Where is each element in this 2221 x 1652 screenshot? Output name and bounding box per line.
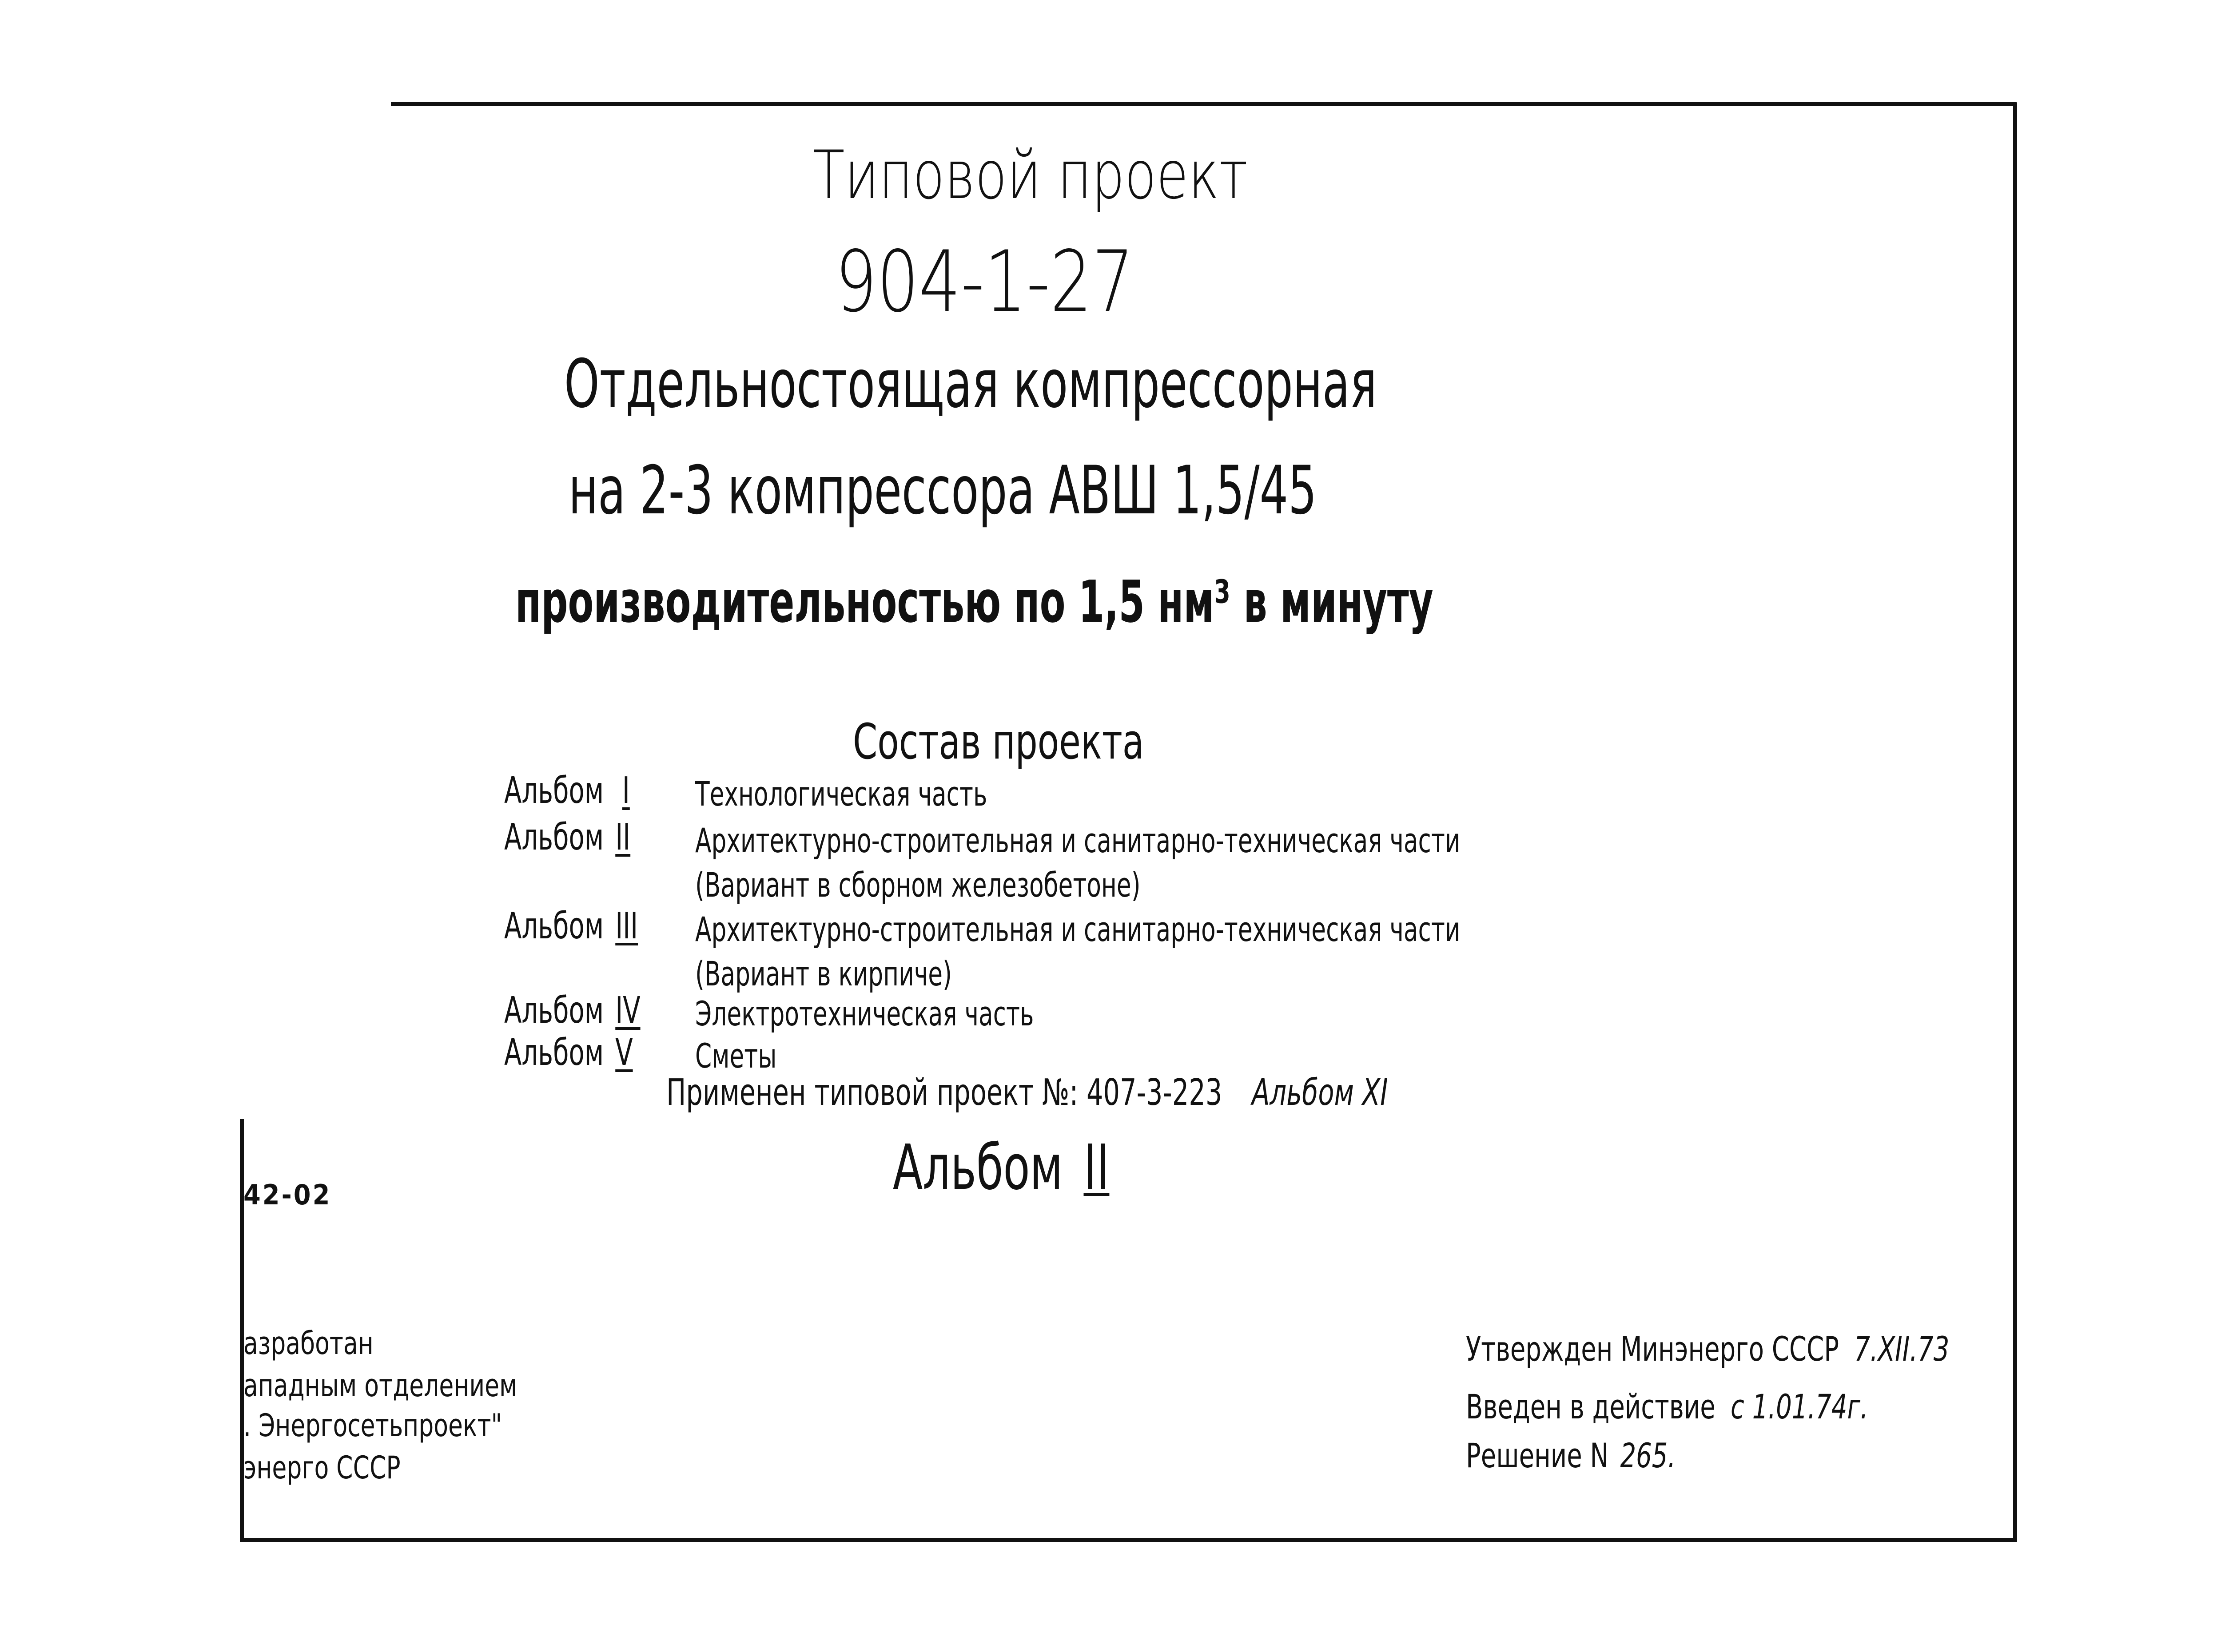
- enactment-date: с 1.01.74г.: [1730, 1387, 1868, 1426]
- frame-bottom-border: [240, 1538, 2017, 1542]
- current-album-label: Альбом: [893, 1132, 1063, 1204]
- developer-line-3: . Энергосетьпроект": [243, 1407, 502, 1444]
- current-album-roman: II: [1083, 1132, 1110, 1204]
- album-5-word: Альбом: [504, 1032, 604, 1074]
- approval-line-1: [1466, 1329, 1950, 1369]
- frame-top-border: [391, 102, 2017, 106]
- album-2-word: Альбом: [504, 816, 604, 858]
- album-5-desc: Сметы: [695, 1036, 777, 1076]
- album-1-desc: Технологическая часть: [695, 774, 987, 814]
- album-2-label: [504, 816, 631, 858]
- album-3-roman: III: [615, 905, 638, 947]
- side-code: 42-02: [243, 1179, 332, 1211]
- album-1-word: Альбом: [504, 770, 604, 812]
- project-number: 904-1-27: [835, 233, 1134, 331]
- album-4-label: [504, 989, 641, 1032]
- current-album: [893, 1132, 1110, 1204]
- album-4-desc: Электротехническая часть: [695, 994, 1034, 1033]
- enactment-label: Введен в действие: [1466, 1387, 1716, 1426]
- album-3-label: [504, 905, 638, 947]
- approval-line-2: [1466, 1387, 1868, 1426]
- approval-date: 7.XII.73: [1854, 1329, 1950, 1369]
- title-line-1: Типовой проект: [813, 137, 1248, 214]
- developer-line-4: энерго СССР: [243, 1449, 401, 1486]
- frame-right-border: [2013, 103, 2017, 1542]
- album-5-label: [504, 1032, 633, 1074]
- album-5-roman: V: [615, 1032, 633, 1074]
- album-2-variant: (Вариант в сборном железобетоне): [695, 865, 1141, 905]
- applied-project-text: Применен типовой проект №: 407-3-223: [666, 1072, 1222, 1114]
- album-3-word: Альбом: [504, 905, 604, 947]
- album-4-word: Альбом: [504, 989, 604, 1032]
- title-line-5: производительностью по 1,5 нм³ в минуту: [515, 568, 1433, 635]
- applied-album: Альбом XI: [1252, 1072, 1388, 1114]
- decision-label: Решение N: [1466, 1436, 1609, 1475]
- album-2-desc: Архитектурно-строительная и санитарно-техническая части: [695, 821, 1461, 860]
- title-line-4: на 2-3 компрессора АВШ 1,5/45: [569, 452, 1317, 529]
- album-2-roman: II: [615, 816, 631, 858]
- approval-ministry: Утвержден Минэнерго СССР: [1466, 1329, 1839, 1369]
- decision-number: 265.: [1620, 1436, 1676, 1475]
- contents-heading: Состав проекта: [853, 713, 1144, 770]
- album-1-label: [504, 770, 630, 812]
- album-3-desc: Архитектурно-строительная и санитарно-техническая части: [695, 909, 1461, 949]
- title-line-3: Отдельностоящая компрессорная: [564, 345, 1377, 423]
- developer-line-2: ападным отделением: [243, 1367, 517, 1404]
- album-3-variant: (Вариант в кирпиче): [695, 954, 952, 993]
- applied-project: [666, 1072, 1388, 1114]
- developer-line-1: азработан: [243, 1325, 374, 1362]
- album-1-roman: I: [622, 770, 630, 812]
- album-4-roman: IV: [615, 989, 641, 1032]
- approval-line-3: [1466, 1436, 1676, 1475]
